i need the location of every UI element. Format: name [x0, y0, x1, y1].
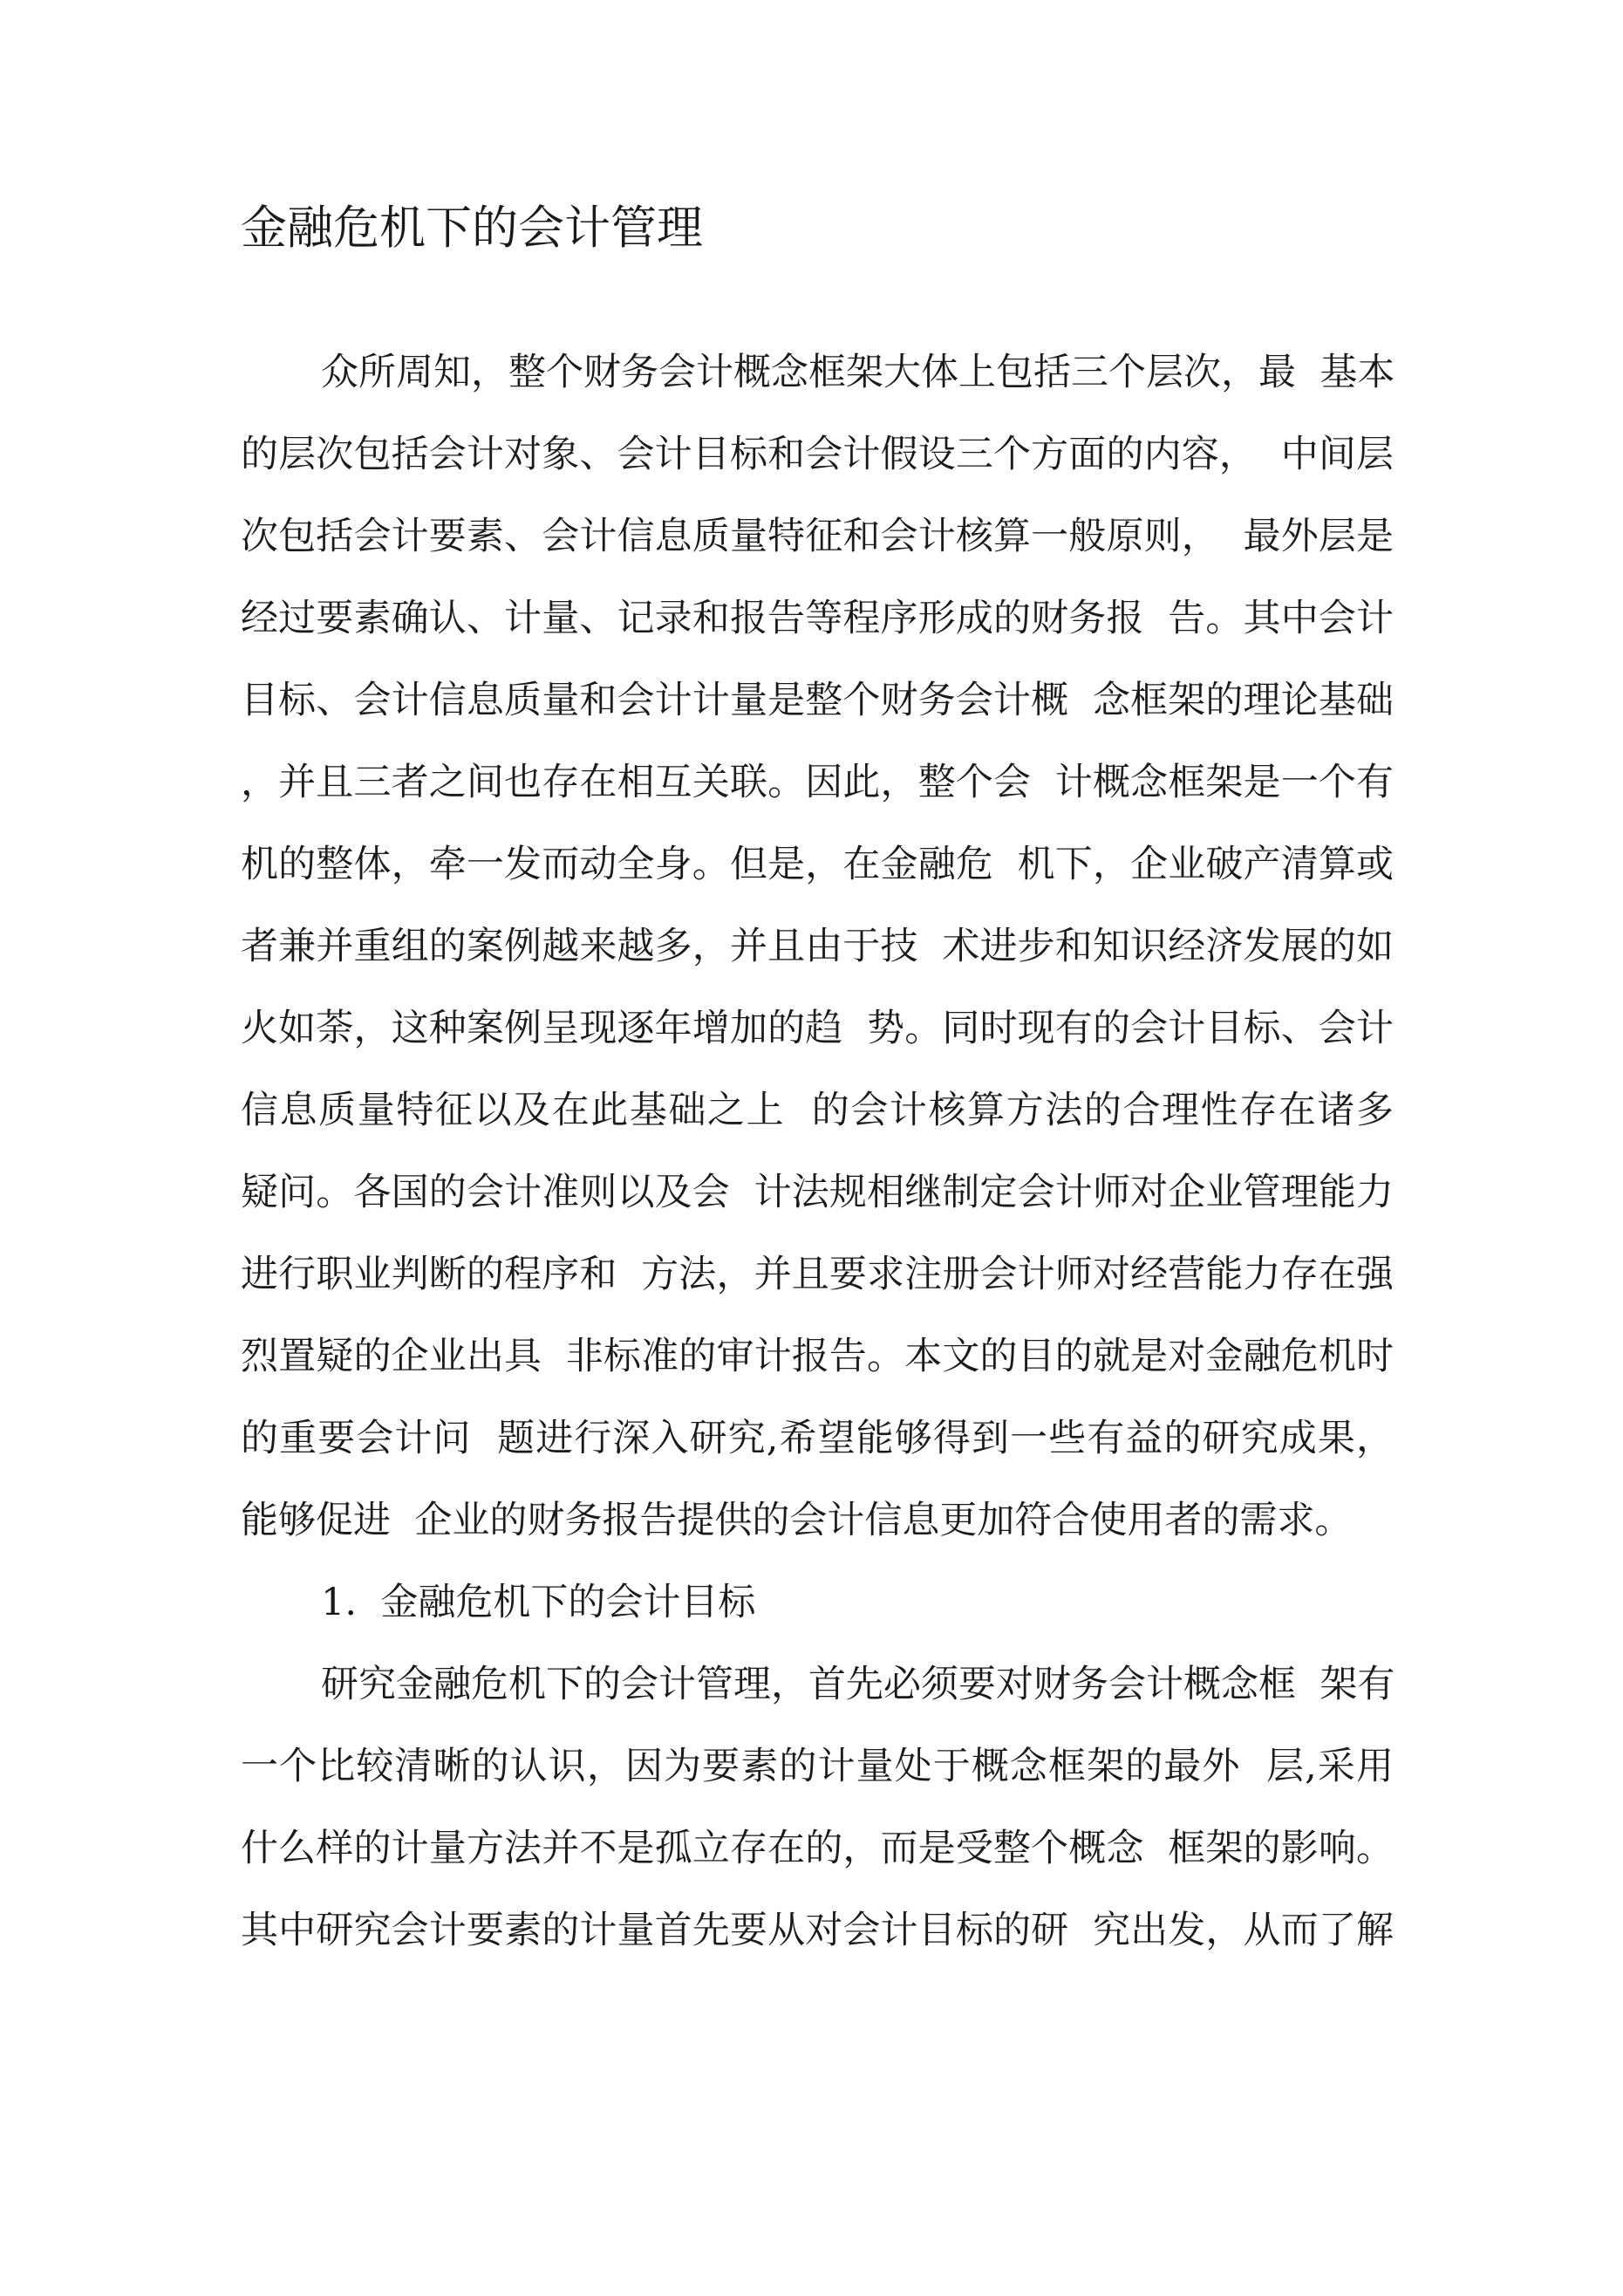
paragraph-1-line: 的重要会计问 题进行深入研究,希望能够得到一些有益的研究成果，	[241, 1417, 1394, 1460]
section-1-heading: 1. 金融危机下的会计目标	[321, 1581, 756, 1624]
paragraph-1-line: 机的整体，牵一发而动全身。但是，在金融危 机下，企业破产清算或	[241, 843, 1394, 886]
paragraph-2-line: 一个比较清晰的认识，因为要素的计量处于概念框架的最外 层,采用	[241, 1745, 1394, 1788]
paragraph-1-line: 疑问。各国的会计准则以及会 计法规相继制定会计师对企业管理能力	[241, 1171, 1394, 1214]
paragraph-1-line: 经过要素确认、计量、记录和报告等程序形成的财务报 告。其中会计	[241, 597, 1394, 640]
paragraph-1-line: 进行职业判断的程序和 方法，并且要求注册会计师对经营能力存在强	[241, 1253, 1394, 1296]
paragraph-1-line: ，并且三者之间也存在相互关联。因此，整个会 计概念框架是一个有	[241, 761, 1394, 804]
paragraph-1-line: 者兼并重组的案例越来越多，并且由于技 术进步和知识经济发展的如	[241, 925, 1394, 968]
paragraph-2-line: 其中研究会计要素的计量首先要从对会计目标的研 究出发，从而了解	[241, 1909, 1394, 1952]
paragraph-1-line: 次包括会计要素、会计信息质量特征和会计核算一般原则， 最外层是	[241, 515, 1394, 558]
paragraph-1-line: 烈置疑的企业出具 非标准的审计报告。本文的目的就是对金融危机时	[241, 1335, 1394, 1378]
paragraph-1-line: 的层次包括会计对象、会计目标和会计假设三个方面的内容， 中间层	[241, 433, 1394, 476]
paragraph-1-line: 目标、会计信息质量和会计计量是整个财务会计概 念框架的理论基础	[241, 679, 1394, 722]
paragraph-2-line: 什么样的计量方法并不是孤立存在的，而是受整个概念 框架的影响。	[241, 1827, 1394, 1870]
paragraph-1-line: 众所周知，整个财务会计概念框架大体上包括三个层次，最 基本	[321, 351, 1395, 394]
paragraph-1-line: 火如荼，这种案例呈现逐年增加的趋 势。同时现有的会计目标、会计	[241, 1007, 1394, 1050]
paragraph-2-line: 研究金融危机下的会计管理，首先必须要对财务会计概念框 架有	[321, 1663, 1395, 1706]
document-title: 金融危机下的会计管理	[241, 202, 703, 255]
paragraph-1-line: 能够促进 企业的财务报告提供的会计信息更加符合使用者的需求。	[241, 1499, 1353, 1542]
paragraph-1-line: 信息质量特征以及在此基础之上 的会计核算方法的合理性存在诸多	[241, 1089, 1394, 1132]
